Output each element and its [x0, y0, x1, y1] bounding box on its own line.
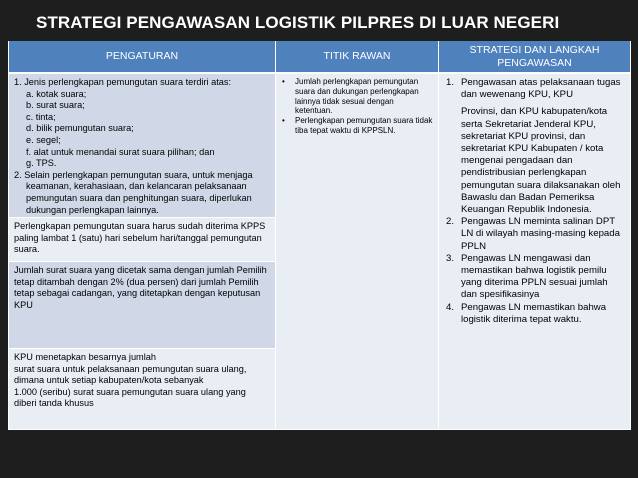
list-item — [444, 216, 625, 253]
header-strategi: STRATEGI DAN LANGKAH PENGAWASAN — [439, 41, 631, 73]
sub-item: b. surat suara; — [26, 100, 85, 111]
strategy-table — [8, 41, 631, 430]
item-number: 3. — [446, 252, 455, 264]
list-item-text: Pengawas LN mengawasi dan memastikan bahwa logistik pemilu yang diterima PPLN sesuai jumlah dan spesifikasinya — [461, 252, 608, 301]
titik-rawan-cell — [276, 73, 439, 430]
titik-rawan-list — [281, 77, 433, 136]
text-line: 1.000 (seribu) surat suara pemungutan suara ulang yang diberi tanda khusus — [14, 386, 246, 409]
list-item-text: Pengawasan atas pelaksanaan tugas dan wewenang KPU, KPU — [461, 77, 621, 101]
list-item-text: Pengawas LN memastikan bahwa logistik diterima tepat waktu. — [461, 301, 607, 325]
list-item-text-cont: Provinsi, dan KPU kabupaten/kota serta Sekretariat Jenderal KPU, sekretariat KPU provinsi, dan sekretariat KPU Kabupaten / kota mengenai pengadaan dan pendistribusian perlengkapan pemungutan suara dilaksanakan oleh Bawaslu dan Badan Pemeriksa Keuangan Republik Indonesia. — [461, 106, 621, 216]
pengaturan-item-1: 1. Jenis perlengkapan pemungutan suara terdiri atas: — [14, 77, 232, 87]
item-number: 1. — [446, 77, 455, 88]
text-line: surat suara untuk pelaksanaan pemungutan suara ulang, dimana untuk setiap kabupaten/kota sebanyak — [14, 363, 247, 386]
list-item — [282, 116, 433, 136]
list-item-text: Perlengkapan pemungutan suara tidak tiba tepat waktu di KPPSLN. — [295, 116, 433, 135]
slide-title: STRATEGI PENGAWASAN LOGISTIK PILPRES DI LUAR NEGERI — [36, 13, 560, 32]
header-titik-rawan: TITIK RAWAN — [276, 41, 439, 73]
pengaturan-cell-1 — [9, 73, 276, 218]
list-item — [444, 253, 625, 302]
item-text: Selain perlengkapan pemungutan suara, untuk menjaga keamanan, kerahasiaan, dan kelancaran pelaksanaan pemungutan suara dan penghitungan suara, diperlukan dukungan perlengkapan lainnya. — [24, 169, 253, 215]
text-line: tetap sebagai cadangan, yang ditetapkan dengan keputusan — [14, 288, 261, 299]
text-line: Jumlah surat suara yang dicetak sama dengan jumlah Pemilih — [14, 265, 267, 275]
text-line: KPU menetapkan besarnya jumlah — [14, 352, 156, 362]
item-number: 2. — [446, 216, 455, 228]
bullet-icon: • — [282, 77, 285, 86]
sub-item: f. alat untuk menandai surat suara pilihan; dan — [26, 146, 215, 157]
table-row — [9, 73, 631, 218]
item-number: 4. — [446, 301, 455, 313]
pengaturan-cell-2: Perlengkapan pemungutan suara harus sudah diterima KPPS paling lambat 1 (satu) hari sebelum hari/tanggal pemungutan suara. — [9, 218, 276, 262]
text-line: tetap ditambah dengan 2% (dua persen) dari jumlah Pemilih — [14, 276, 259, 287]
sub-item: e. segel; — [26, 134, 61, 145]
pengaturan-cell-3 — [9, 262, 276, 349]
pengaturan-item-2 — [14, 170, 270, 216]
list-item-text: Pengawas LN meminta salinan DPT LN di wilayah masing-masing kepada PPLN — [461, 216, 620, 252]
sub-item: g. TPS. — [26, 158, 57, 169]
sub-item: a. kotak suara; — [26, 88, 87, 99]
strategi-cell — [439, 73, 631, 430]
list-item-text: Jumlah perlengkapan pemungutan suara dan dukungan perlengkapan lainnya tidak sesuai dengan ketentuan. — [295, 77, 419, 116]
strategi-list — [444, 77, 625, 326]
pengaturan-cell-4 — [9, 349, 276, 430]
header-row — [9, 41, 631, 73]
bullet-icon: • — [282, 116, 285, 126]
list-item — [282, 77, 433, 116]
header-pengaturan: PENGATURAN — [9, 41, 276, 73]
sub-item: c. tinta; — [26, 111, 56, 122]
text-line: KPU — [14, 299, 33, 310]
item-number: 2. — [14, 169, 22, 180]
sub-item: d. bilik pemungutan suara; — [26, 123, 134, 134]
list-item — [444, 302, 625, 326]
list-item — [444, 77, 625, 216]
